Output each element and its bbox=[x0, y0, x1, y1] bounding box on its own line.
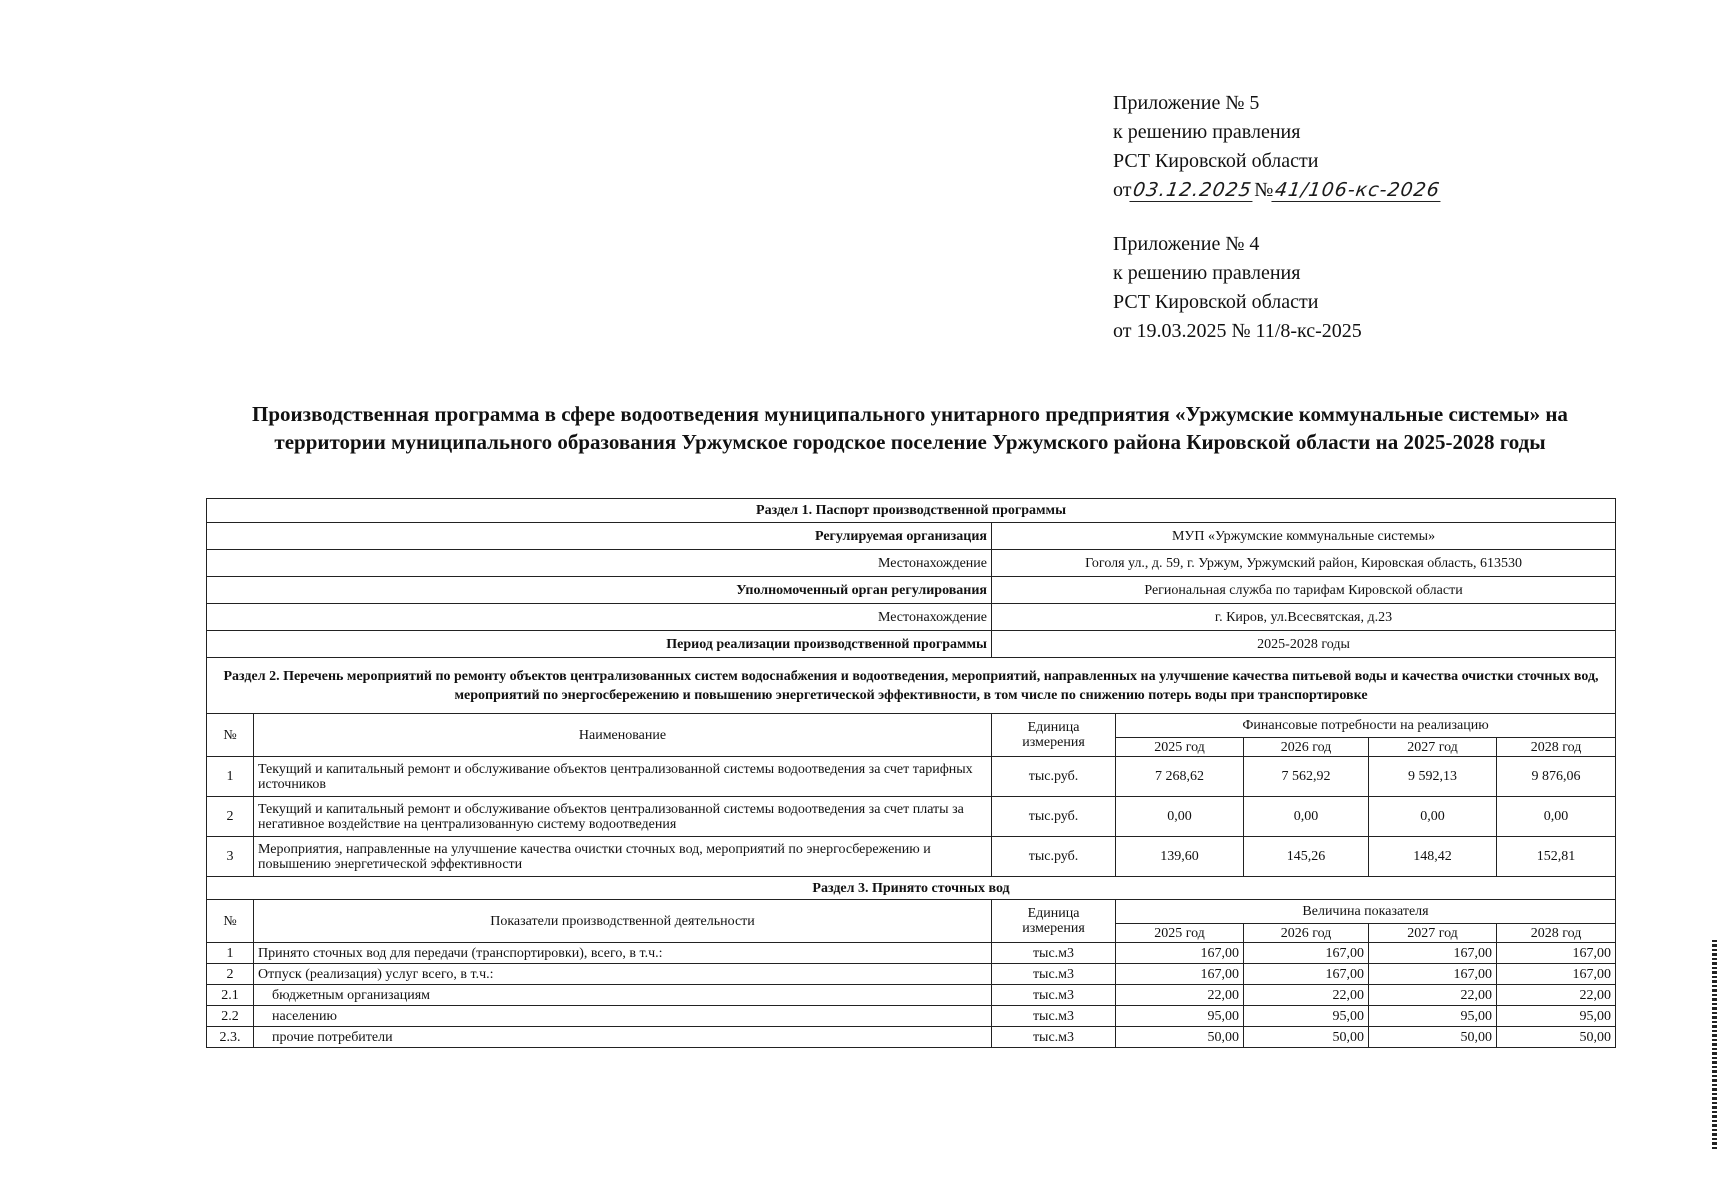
col-name-header: Наименование bbox=[254, 714, 992, 757]
indicator-value: 95,00 bbox=[1116, 1006, 1244, 1027]
year-header: 2028 год bbox=[1497, 924, 1616, 943]
row-number: 2.2 bbox=[207, 1006, 254, 1027]
indicator-value: 50,00 bbox=[1369, 1027, 1497, 1048]
handwritten-number: 41/106-кс-2026 bbox=[1272, 179, 1444, 202]
passport-row bbox=[207, 523, 1616, 550]
document-title: Производственная программа в сфере водоотведения муниципального унитарного предприятия «Уржумские коммунальные системы» на территории муниципального образования Уржумское городское поселение Уржумского района Кировской области на 2025-2028 годы bbox=[252, 402, 1568, 454]
measure-value: 148,42 bbox=[1369, 837, 1497, 877]
measure-row bbox=[207, 797, 1616, 837]
col-group-header: Величина показателя bbox=[1116, 900, 1616, 924]
year-header: 2026 год bbox=[1244, 924, 1369, 943]
appendix-new-line1: Приложение № 5 bbox=[1113, 92, 1260, 114]
indicator-value: 95,00 bbox=[1369, 1006, 1497, 1027]
appendix-old-block bbox=[1113, 230, 1362, 346]
row-number: 1 bbox=[207, 943, 254, 964]
indicator-value: 50,00 bbox=[1116, 1027, 1244, 1048]
measure-unit: тыс.руб. bbox=[992, 837, 1116, 877]
year-header: 2028 год bbox=[1497, 738, 1616, 757]
section3-heading: Раздел 3. Принято сточных вод bbox=[207, 877, 1616, 900]
section3-heading-row bbox=[207, 877, 1616, 900]
col-number-header: № bbox=[207, 714, 254, 757]
section2-heading-row bbox=[207, 658, 1616, 714]
row-number: 2.1 bbox=[207, 985, 254, 1006]
measure-name: Текущий и капитальный ремонт и обслуживание объектов централизованной системы водоотведения за счет платы за негативное воздействие на централизованную систему водоотведения bbox=[254, 797, 992, 837]
measure-value: 9 876,06 bbox=[1497, 757, 1616, 797]
program-table bbox=[206, 498, 1616, 1048]
col-group-header: Финансовые потребности на реализацию bbox=[1116, 714, 1616, 738]
indicator-row bbox=[207, 1027, 1616, 1048]
indicator-row bbox=[207, 1006, 1616, 1027]
section1-heading: Раздел 1. Паспорт производственной программы bbox=[207, 499, 1616, 523]
row-number: 2 bbox=[207, 964, 254, 985]
appendix-new-line2: к решению правления bbox=[1113, 121, 1301, 143]
indicator-value: 95,00 bbox=[1497, 1006, 1616, 1027]
appendix-old-line4: от 19.03.2025 № 11/8-кс-2025 bbox=[1113, 320, 1362, 342]
indicator-unit: тыс.м3 bbox=[992, 1027, 1116, 1048]
indicator-value: 50,00 bbox=[1497, 1027, 1616, 1048]
from-prefix: от bbox=[1113, 179, 1132, 201]
indicator-row bbox=[207, 943, 1616, 964]
indicator-name: Отпуск (реализация) услуг всего, в т.ч.: bbox=[254, 964, 992, 985]
measure-unit: тыс.руб. bbox=[992, 757, 1116, 797]
indicator-value: 167,00 bbox=[1244, 964, 1369, 985]
measure-value: 0,00 bbox=[1244, 797, 1369, 837]
measure-value: 7 562,92 bbox=[1244, 757, 1369, 797]
indicator-value: 167,00 bbox=[1244, 943, 1369, 964]
appendix-new-block bbox=[1113, 89, 1442, 205]
passport-value: 2025-2028 годы bbox=[992, 631, 1616, 658]
indicator-row bbox=[207, 964, 1616, 985]
year-header: 2027 год bbox=[1369, 924, 1497, 943]
measure-row bbox=[207, 837, 1616, 877]
passport-label: Регулируемая организация bbox=[207, 523, 992, 550]
number-prefix: № bbox=[1254, 179, 1274, 201]
appendix-new-line4 bbox=[1113, 176, 1442, 205]
measure-value: 145,26 bbox=[1244, 837, 1369, 877]
indicator-value: 50,00 bbox=[1244, 1027, 1369, 1048]
indicator-value: 167,00 bbox=[1116, 943, 1244, 964]
row-number: 2 bbox=[207, 797, 254, 837]
measure-value: 0,00 bbox=[1369, 797, 1497, 837]
passport-value: г. Киров, ул.Всесвятская, д.23 bbox=[992, 604, 1616, 631]
passport-label: Период реализации производственной программы bbox=[207, 631, 992, 658]
year-header: 2025 год bbox=[1116, 924, 1244, 943]
col-number-header: № bbox=[207, 900, 254, 943]
indicator-unit: тыс.м3 bbox=[992, 1006, 1116, 1027]
measure-unit: тыс.руб. bbox=[992, 797, 1116, 837]
indicator-name: бюджетным организациям bbox=[254, 985, 992, 1006]
indicator-value: 95,00 bbox=[1244, 1006, 1369, 1027]
passport-value: Региональная служба по тарифам Кировской области bbox=[992, 577, 1616, 604]
passport-value: Гоголя ул., д. 59, г. Уржум, Уржумский район, Кировская область, 613530 bbox=[992, 550, 1616, 577]
measure-value: 0,00 bbox=[1497, 797, 1616, 837]
indicator-value: 22,00 bbox=[1116, 985, 1244, 1006]
year-header: 2027 год bbox=[1369, 738, 1497, 757]
col-unit-header: Единица измерения bbox=[992, 900, 1116, 943]
indicator-value: 22,00 bbox=[1244, 985, 1369, 1006]
section2-header-row bbox=[207, 714, 1616, 738]
passport-row bbox=[207, 577, 1616, 604]
year-header: 2025 год bbox=[1116, 738, 1244, 757]
section1-heading-row bbox=[207, 499, 1616, 523]
appendix-new-line3: РСТ Кировской области bbox=[1113, 150, 1319, 172]
row-number: 3 bbox=[207, 837, 254, 877]
section3-header-row bbox=[207, 900, 1616, 924]
indicator-value: 167,00 bbox=[1497, 964, 1616, 985]
passport-row bbox=[207, 604, 1616, 631]
measure-name: Текущий и капитальный ремонт и обслуживание объектов централизованной системы водоотведения за счет тарифных источников bbox=[254, 757, 992, 797]
indicator-value: 22,00 bbox=[1497, 985, 1616, 1006]
indicator-value: 167,00 bbox=[1369, 943, 1497, 964]
appendix-old-line2: к решению правления bbox=[1113, 262, 1301, 284]
measure-value: 0,00 bbox=[1116, 797, 1244, 837]
passport-label: Местонахождение bbox=[207, 550, 992, 577]
indicator-name: прочие потребители bbox=[254, 1027, 992, 1048]
measure-value: 152,81 bbox=[1497, 837, 1616, 877]
section2-heading: Раздел 2. Перечень мероприятий по ремонту объектов централизованных систем водоснабжения и водоотведения, мероприятий, направленных на улучшение качества питьевой воды и качества очистки сточных вод, мероприятий по энергосбережению и повышению энергетической эффективности, в том числе по снижению потерь воды при транспортировке bbox=[207, 658, 1616, 714]
col-indicator-header: Показатели производственной деятельности bbox=[254, 900, 992, 943]
indicator-name: населению bbox=[254, 1006, 992, 1027]
indicator-unit: тыс.м3 bbox=[992, 985, 1116, 1006]
passport-row bbox=[207, 550, 1616, 577]
measure-name: Мероприятия, направленные на улучшение качества очистки сточных вод, мероприятий по энергосбережению и повышению энергетической эффективности bbox=[254, 837, 992, 877]
row-number: 2.3. bbox=[207, 1027, 254, 1048]
col-unit-header: Единица измерения bbox=[992, 714, 1116, 757]
edge-barcode bbox=[1712, 940, 1717, 1150]
row-number: 1 bbox=[207, 757, 254, 797]
indicator-value: 167,00 bbox=[1116, 964, 1244, 985]
measure-row bbox=[207, 757, 1616, 797]
indicator-value: 167,00 bbox=[1497, 943, 1616, 964]
indicator-row bbox=[207, 985, 1616, 1006]
passport-row bbox=[207, 631, 1616, 658]
handwritten-date: 03.12.2025 bbox=[1130, 179, 1256, 202]
indicator-unit: тыс.м3 bbox=[992, 943, 1116, 964]
year-header: 2026 год bbox=[1244, 738, 1369, 757]
indicator-name: Принято сточных вод для передачи (транспортировки), всего, в т.ч.: bbox=[254, 943, 992, 964]
indicator-unit: тыс.м3 bbox=[992, 964, 1116, 985]
indicator-value: 167,00 bbox=[1369, 964, 1497, 985]
measure-value: 7 268,62 bbox=[1116, 757, 1244, 797]
program-table-body bbox=[207, 499, 1616, 1048]
indicator-value: 22,00 bbox=[1369, 985, 1497, 1006]
passport-value: МУП «Уржумские коммунальные системы» bbox=[992, 523, 1616, 550]
appendix-old-line3: РСТ Кировской области bbox=[1113, 291, 1319, 313]
measure-value: 139,60 bbox=[1116, 837, 1244, 877]
measure-value: 9 592,13 bbox=[1369, 757, 1497, 797]
passport-label: Местонахождение bbox=[207, 604, 992, 631]
appendix-old-line1: Приложение № 4 bbox=[1113, 233, 1260, 255]
passport-label: Уполномоченный орган регулирования bbox=[207, 577, 992, 604]
